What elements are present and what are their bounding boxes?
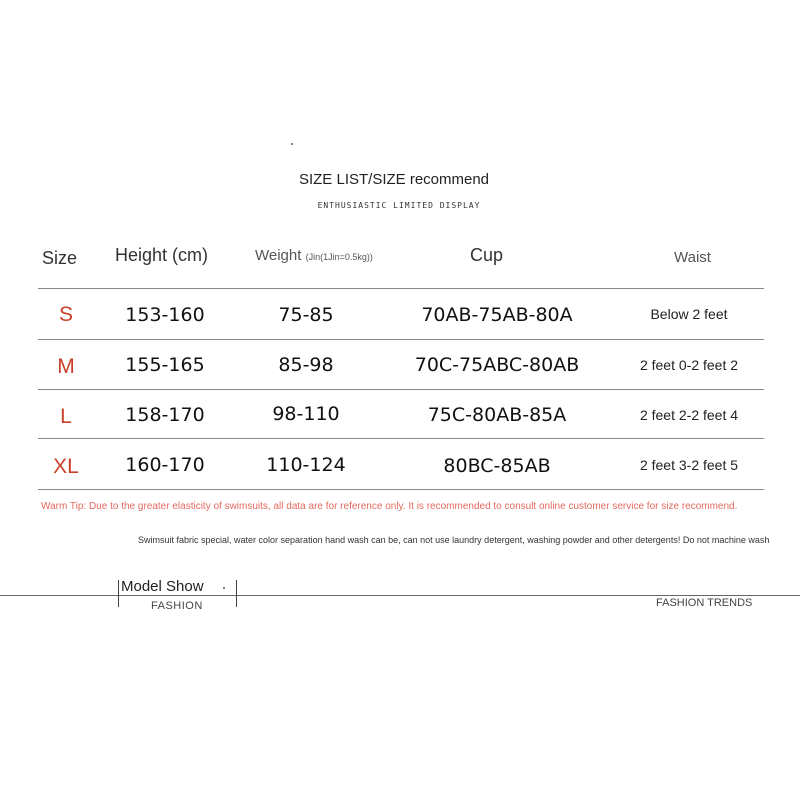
row-s-size: S <box>58 303 73 326</box>
table-rule <box>38 389 764 390</box>
care-instructions: Swimsuit fabric special, water color separation hand wash can be, can not use laundry detergent, washing powder and other detergents! Do not machine wash <box>138 535 770 545</box>
header-weight <box>255 247 373 264</box>
row-l-height: 158-170 <box>125 404 205 426</box>
fashion-trends-label: FASHION TRENDS <box>656 597 753 609</box>
row-m-waist: 2 feet 0-2 feet 2 <box>639 357 739 373</box>
row-xl-size: XL <box>53 455 79 478</box>
row-m-height: 155-165 <box>125 354 205 376</box>
page-subtitle: ENTHUSIASTIC LIMITED DISPLAY <box>317 201 481 210</box>
page-title: SIZE LIST/SIZE recommend <box>298 171 490 188</box>
footer-dot <box>223 587 225 589</box>
header-size: Size <box>42 248 78 268</box>
footer-divider-left <box>118 580 119 607</box>
table-rule <box>38 438 764 439</box>
row-xl-waist: 2 feet 3-2 feet 5 <box>639 457 739 473</box>
header-height: Height (cm) <box>115 245 209 265</box>
row-m-cup: 70C-75ABC-80AB <box>414 354 580 376</box>
row-s-height: 153-160 <box>125 304 205 326</box>
header-waist: Waist <box>674 249 711 266</box>
row-l-cup: 75C-80AB-85A <box>427 404 567 426</box>
row-xl-weight: 110-124 <box>266 454 346 476</box>
row-m-weight: 85-98 <box>278 354 334 376</box>
header-weight-label: Weight <box>255 247 302 264</box>
footer-line <box>0 595 800 596</box>
row-l-size: L <box>60 405 72 428</box>
stray-dot <box>291 143 293 145</box>
footer-divider-right <box>236 580 237 607</box>
row-xl-cup: 80BC-85AB <box>443 455 551 477</box>
table-rule <box>38 288 764 289</box>
row-l-waist: 2 feet 2-2 feet 4 <box>639 407 739 423</box>
header-cup: Cup <box>470 245 504 265</box>
header-weight-note: (Jin(1Jin=0.5kg)) <box>305 252 373 262</box>
row-m-size: M <box>57 355 75 378</box>
row-s-cup: 70AB-75AB-80A <box>421 304 573 326</box>
table-rule <box>38 339 764 340</box>
fashion-label: FASHION <box>151 600 203 612</box>
warm-tip: Warm Tip: Due to the greater elasticity of swimsuits, all data are for reference only. It is recommended to consult online customer service for size recommend. <box>41 501 738 512</box>
row-xl-height: 160-170 <box>125 454 205 476</box>
row-s-waist: Below 2 feet <box>650 306 728 322</box>
model-show-label: Model Show <box>121 578 204 595</box>
row-s-weight: 75-85 <box>278 304 334 326</box>
table-rule <box>38 489 764 490</box>
row-l-weight: 98-110 <box>272 403 340 425</box>
